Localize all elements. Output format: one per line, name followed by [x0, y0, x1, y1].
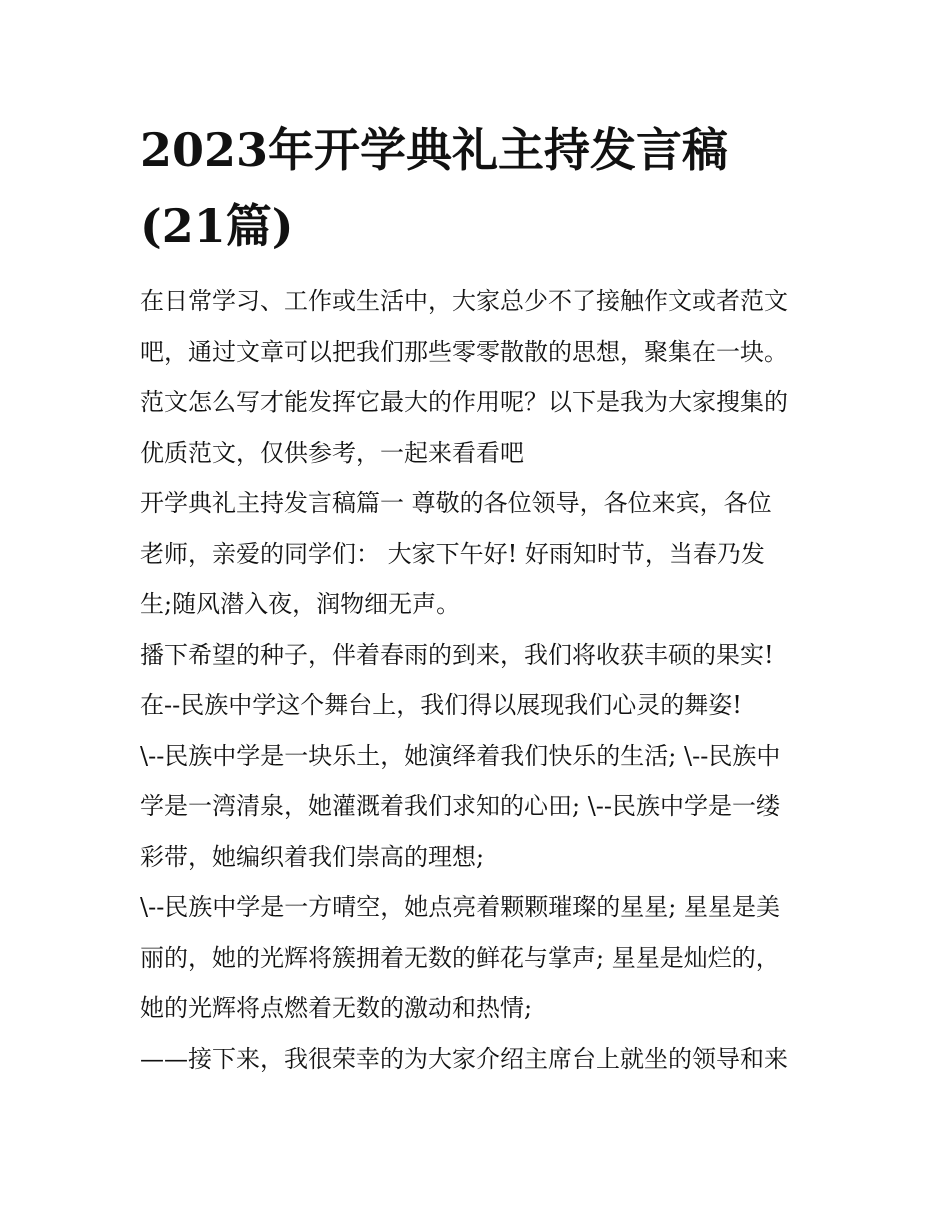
paragraph-hope [140, 630, 820, 681]
text-line: 开学典礼主持发言稿篇一 尊敬的各位领导，各位来宾，各位 [140, 489, 772, 517]
paragraph-stars [140, 882, 820, 1034]
text-line: 优质范文，仅供参考，一起来看看吧 [140, 438, 524, 467]
text-line: 播下希望的种子，伴着春雨的到来，我们将收获丰硕的果实! [140, 640, 774, 669]
document-body [140, 276, 820, 1084]
title-line: (21篇) [140, 199, 294, 253]
text-line: 吧，通过文章可以把我们那些零零散散的思想，聚集在一块。 [140, 337, 788, 366]
paragraph-school-metaphors [140, 731, 820, 883]
text-line: 学是一湾清泉，她灌溉着我们求知的心田; \--民族中学是一缕 [140, 792, 781, 820]
text-line: \--民族中学是一方晴空，她点亮着颗颗璀璨的星星; 星星是美 [140, 893, 781, 921]
title-line: 2023年开学典礼主持发言稿 [140, 123, 729, 177]
paragraph-speech-opening [140, 478, 820, 630]
text-line: 丽的，她的光辉将簇拥着无数的鲜花与掌声; 星星是灿烂的， [140, 943, 780, 972]
paragraph-introduction [140, 1034, 820, 1085]
paragraph-stage [140, 680, 820, 731]
text-line: 彩带，她编织着我们崇高的理想; [140, 842, 485, 871]
text-line: 她的光辉将点燃着无数的激动和热情; [140, 994, 533, 1022]
text-line: 生;随风潜入夜，润物细无声。 [140, 590, 461, 618]
text-line: 范文怎么写才能发挥它最大的作用呢？以下是我为大家搜集的 [140, 388, 788, 416]
document-title [140, 112, 820, 264]
text-line: 在日常学习、工作或生活中，大家总少不了接触作文或者范文 [140, 287, 788, 315]
text-line: 老师，亲爱的同学们： 大家下午好! 好雨知时节，当春乃发 [140, 539, 765, 568]
paragraph-intro [140, 276, 820, 478]
text-line: \--民族中学是一块乐土，她演绎着我们快乐的生活; \--民族中 [140, 741, 781, 770]
text-line: 在--民族中学这个舞台上，我们得以展现我们心灵的舞姿! [140, 691, 742, 719]
text-line: ——接下来，我很荣幸的为大家介绍主席台上就坐的领导和来 [140, 1044, 788, 1073]
